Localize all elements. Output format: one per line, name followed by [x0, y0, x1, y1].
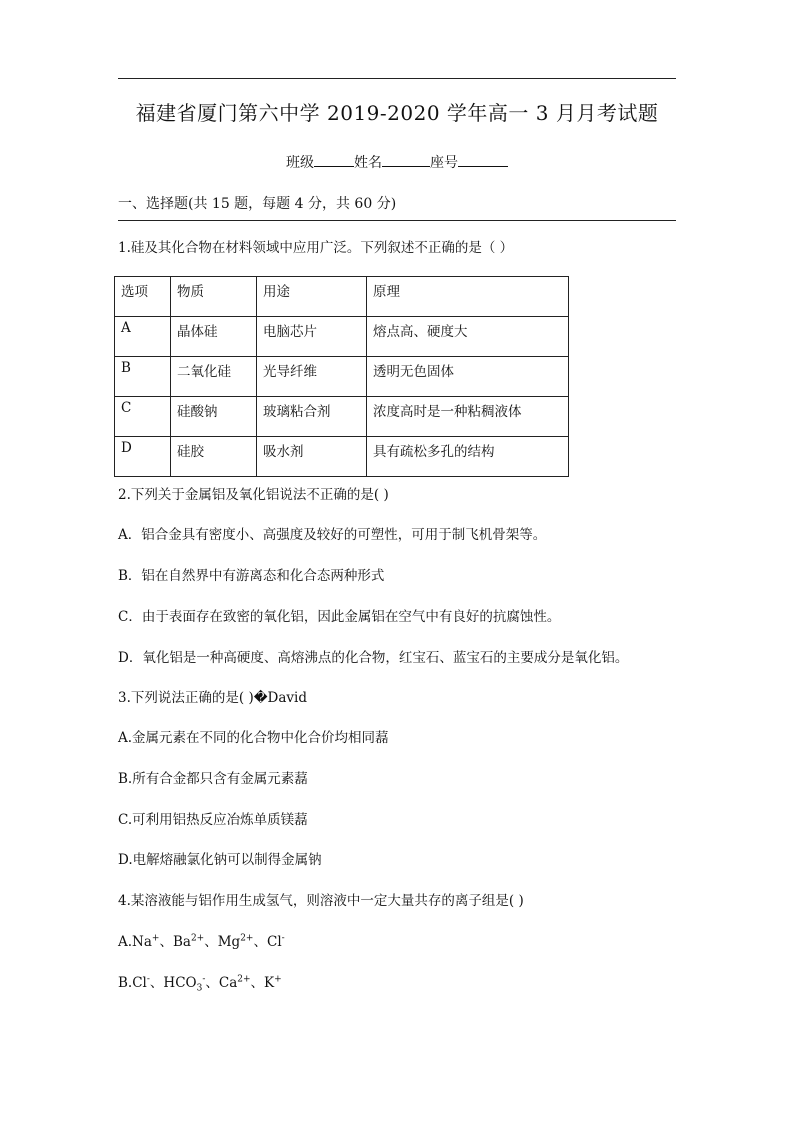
- question-2-option-b: B．铝在自然界中有游离态和化合态两种形式: [118, 568, 385, 584]
- ion-charge: +: [274, 974, 282, 985]
- question-4-stem: 4.某溶液能与铝作用生成氢气，则溶液中一定大量共存的离子组是( ): [118, 893, 524, 909]
- ion-symbol: Na: [132, 934, 152, 950]
- table-header-cell: 用途: [257, 277, 367, 317]
- class-label: 班级: [286, 155, 314, 171]
- ion-charge: -: [146, 974, 150, 985]
- table-cell: 透明无色固体: [367, 357, 569, 397]
- question-1-table: [114, 276, 569, 477]
- table-cell: 硅酸钠: [171, 397, 257, 437]
- table-cell: 二氧化硅: [171, 357, 257, 397]
- ion-charge: +: [151, 933, 160, 944]
- question-3-option-d: D.电解熔融氯化钠可以制得金属钠: [118, 852, 322, 868]
- question-4-option-b: B.Cl-、$HCO_3^-$、$Ca^{2+}$、K+: [118, 974, 282, 994]
- question-3-option-a: A.金属元素在不同的化合物中化合价均相同藞: [118, 730, 389, 746]
- section-heading: 一、选择题(共 15 题，每题 4 分，共 60 分): [118, 196, 397, 212]
- option-prefix: A.: [118, 934, 133, 950]
- question-2-stem: 2.下列关于金属铝及氧化铝说法不正确的是( ): [118, 487, 389, 503]
- question-2-option-a: A．铝合金具有密度小、高强度及较好的可塑性，可用于制飞机骨架等。: [118, 527, 547, 543]
- ion-symbol: Cl: [266, 934, 282, 950]
- ion-symbol: Cl: [132, 975, 147, 991]
- table-row: [115, 357, 569, 397]
- table-cell: 吸水剂: [257, 437, 367, 477]
- table-cell: A: [115, 317, 171, 357]
- question-2-option-d: D．氧化铝是一种高硬度、高熔沸点的化合物，红宝石、蓝宝石的主要成分是氧化铝。: [118, 650, 629, 666]
- seat-blank[interactable]: [458, 152, 508, 167]
- table-cell: 电脑芯片: [257, 317, 367, 357]
- option-prefix: B.: [118, 975, 133, 991]
- table-row: [115, 397, 569, 437]
- ion-symbol: Ba: [172, 934, 191, 950]
- table-header-row: [115, 277, 569, 317]
- ion-charge: 2+: [190, 933, 205, 944]
- ion-symbol: K: [264, 975, 275, 991]
- seat-label: 座号: [430, 155, 458, 171]
- table-cell: D: [115, 437, 171, 477]
- ion-charge: 2+: [240, 933, 254, 944]
- question-4-option-a: A.Na+、$Ba^{2+}$、$Mg^{2+}$、Cl-: [118, 933, 285, 950]
- question-3-option-b: B.所有合金都只含有金属元素藞: [118, 771, 308, 787]
- table-cell: 硅胶: [171, 437, 257, 477]
- section-rule: [118, 220, 676, 221]
- page-title: 福建省厦门第六中学 2019-2020 学年高一 3 月月考试题: [135, 101, 659, 125]
- name-label: 姓名: [354, 155, 382, 171]
- table-cell: C: [115, 397, 171, 437]
- table-cell: 具有疏松多孔的结构: [367, 437, 569, 477]
- table-cell: 浓度高时是一种粘稠液体: [367, 397, 569, 437]
- table-cell: 晶体硅: [171, 317, 257, 357]
- table-header-cell: 物质: [171, 277, 257, 317]
- ion-symbol: Ca: [218, 975, 238, 991]
- question-1-stem: 1.硅及其化合物在材料领域中应用广泛。下列叙述不正确的是（ ）: [118, 240, 514, 256]
- table-header-cell: 选项: [115, 277, 171, 317]
- ion-symbol: HCO: [163, 975, 197, 991]
- table-cell: 玻璃粘合剂: [257, 397, 367, 437]
- table-row: [115, 317, 569, 357]
- question-3-option-c: C.可利用铝热反应冶炼单质镁藞: [118, 812, 308, 828]
- class-blank[interactable]: [314, 152, 354, 167]
- student-info-line: [0, 152, 794, 172]
- table-header-cell: 原理: [367, 277, 569, 317]
- table-cell: B: [115, 357, 171, 397]
- table-row: [115, 437, 569, 477]
- table-cell: 熔点高、硬度大: [367, 317, 569, 357]
- ion-symbol: Mg: [217, 934, 241, 950]
- name-blank[interactable]: [382, 152, 430, 167]
- question-2-option-c: C．由于表面存在致密的氧化铝，因此金属铝在空气中有良好的抗腐蚀性。: [118, 609, 561, 625]
- ion-charge: -: [202, 974, 206, 985]
- top-rule: [118, 78, 676, 79]
- question-3-stem: 3.下列说法正确的是( )�David: [118, 690, 308, 706]
- ion-charge: 2+: [237, 974, 251, 985]
- ion-charge: -: [281, 933, 285, 944]
- ion-subscript: 3: [196, 983, 203, 994]
- table-cell: 光导纤维: [257, 357, 367, 397]
